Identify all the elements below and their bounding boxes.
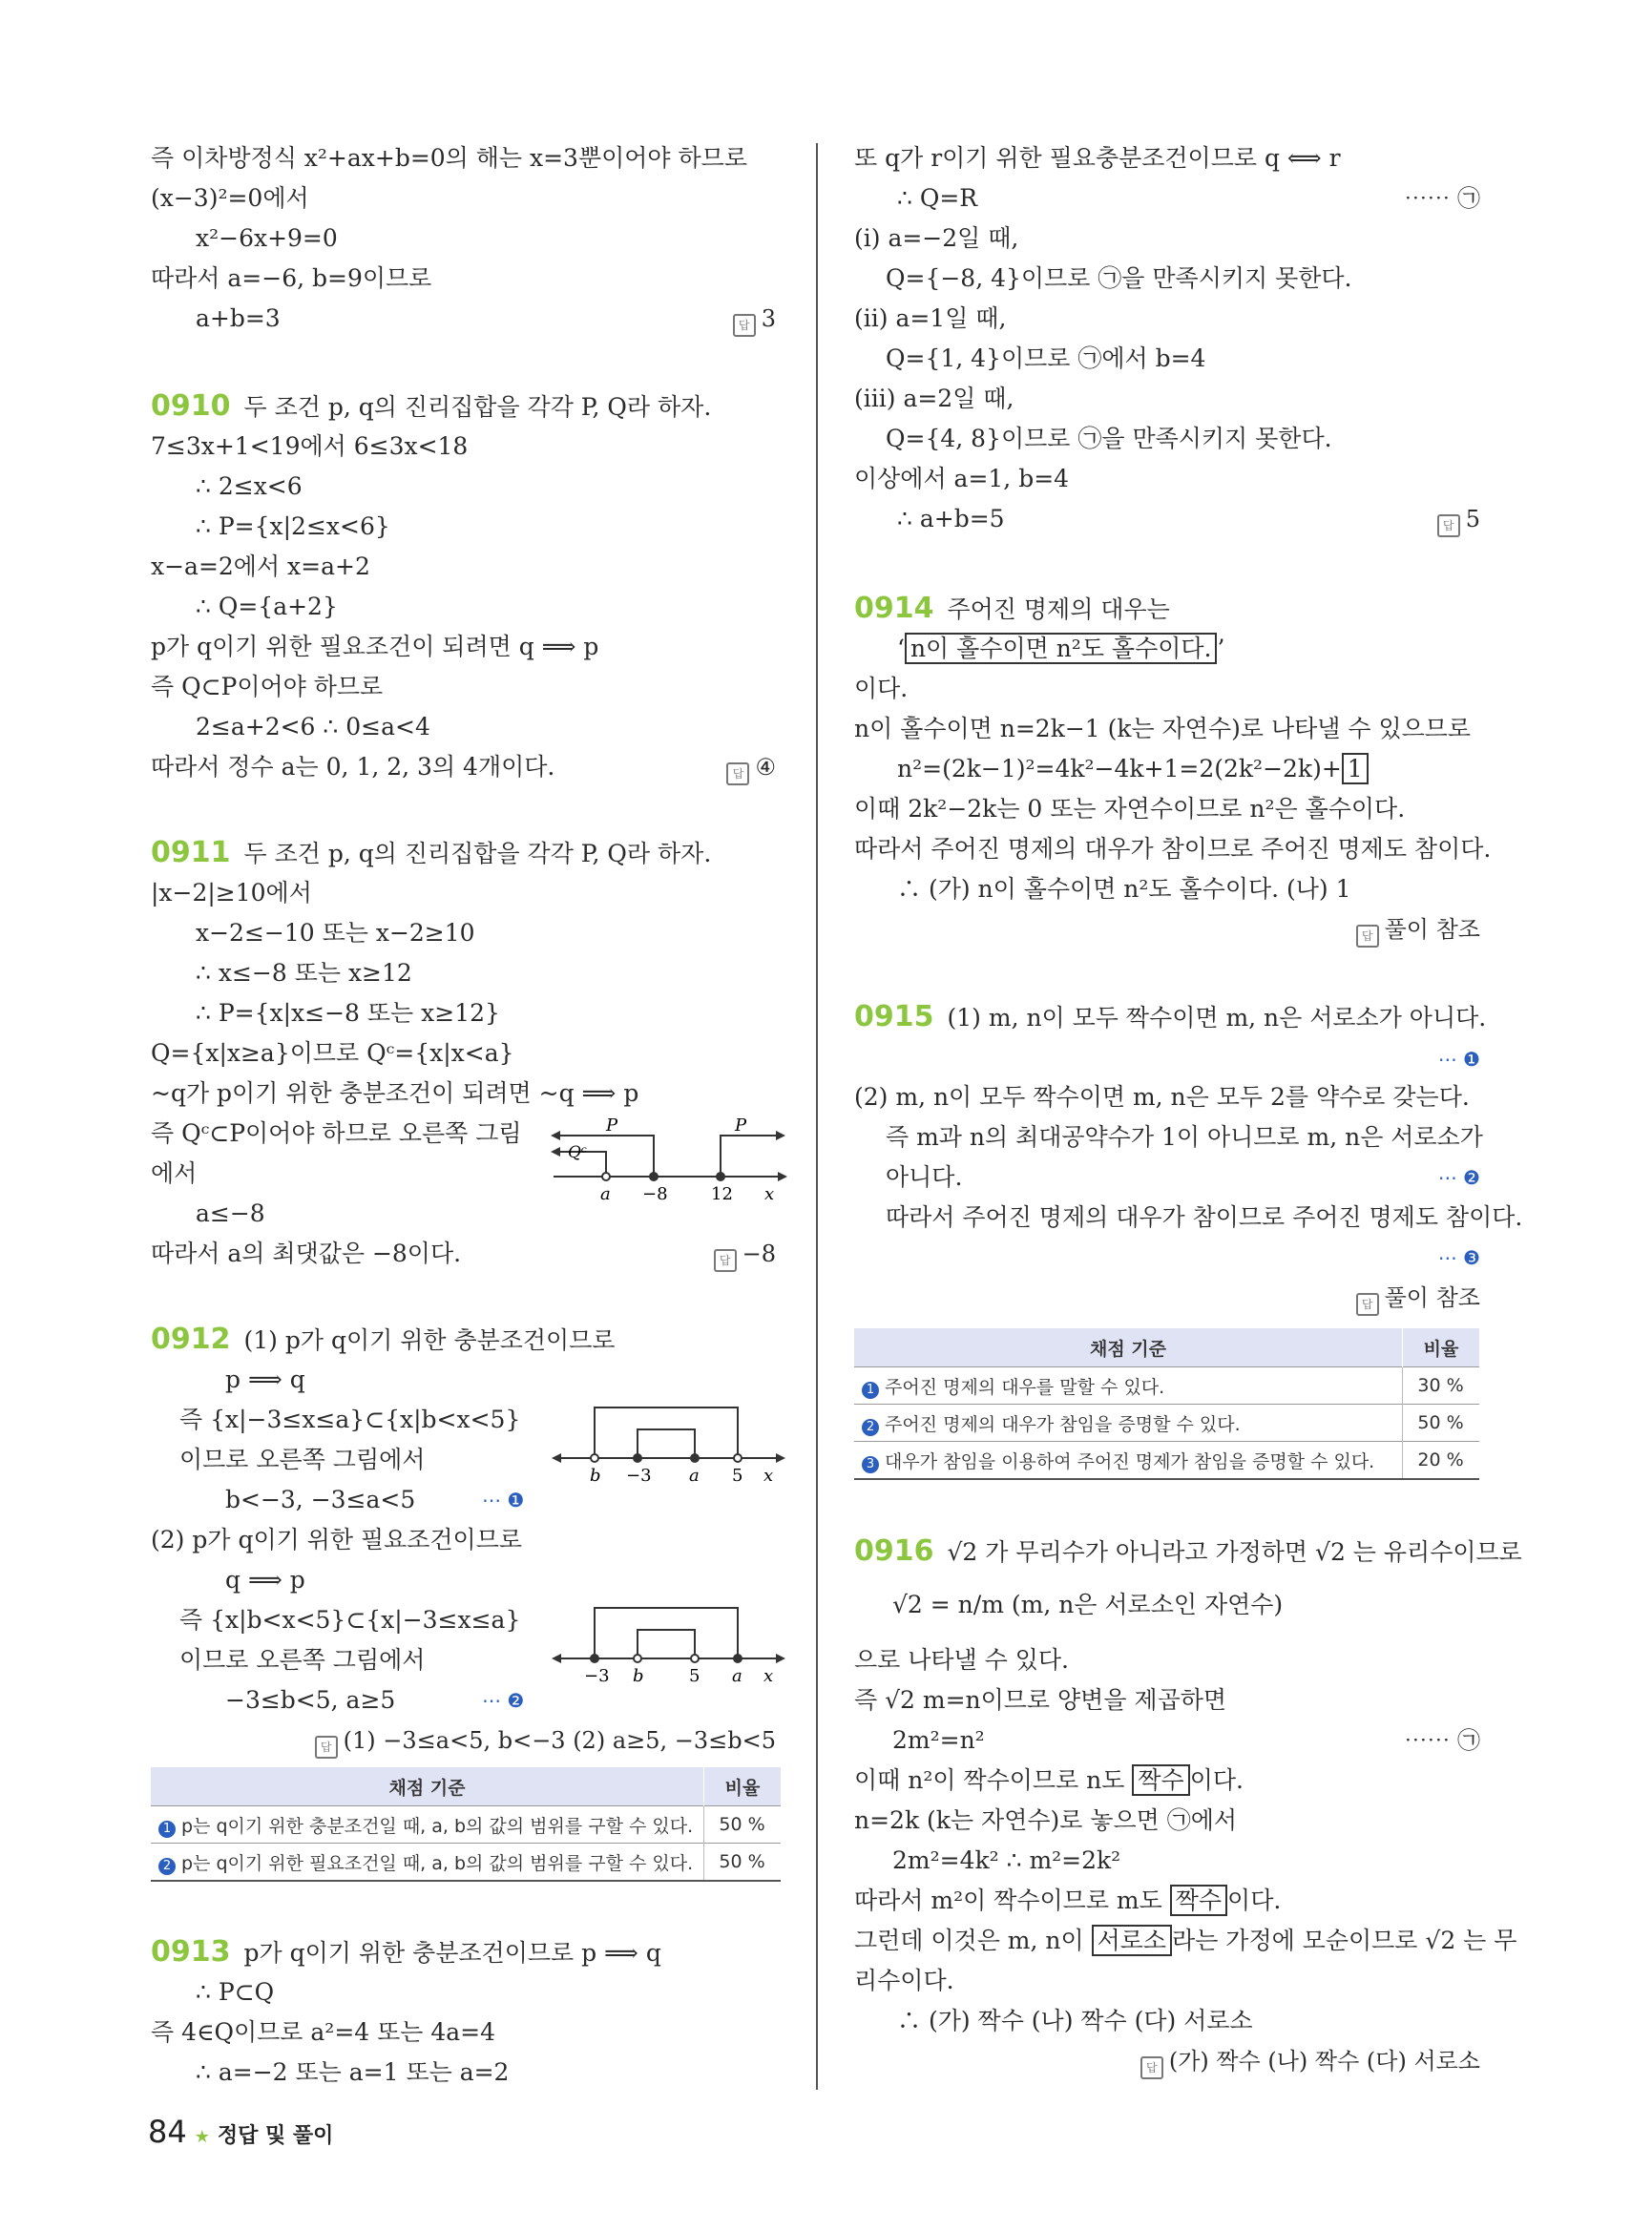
diagram-label: −8: [642, 1184, 668, 1204]
text-line: (ⅱ) a=1일 때,: [854, 304, 1007, 332]
equation-tag: ⋯⋯ ㉠: [1404, 1727, 1480, 1754]
text-line: 즉 √2 m=n이므로 양변을 제곱하면: [854, 1686, 1227, 1714]
text-line: 이므로 오른쪽 그림에서: [179, 1446, 426, 1473]
text-line: ∴ (가) n이 홀수이면 n²도 홀수이다. (나) 1: [897, 875, 1351, 903]
diagram-label: P: [735, 1116, 747, 1136]
answer-icon: 답: [315, 1736, 338, 1759]
number-line-diagram-0912-2: [552, 1598, 785, 1689]
text-line: √2 = n/m (m, n은 서로소인 자연수): [892, 1591, 1284, 1618]
text-line: 또 q가 r이기 위한 필요충분조건이므로 q ⟺ r: [854, 144, 1341, 172]
text-line: ∴ Q={a+2}: [196, 593, 338, 620]
table-header: 비율: [1403, 1328, 1480, 1367]
footer-title: 정답 및 풀이: [217, 2124, 334, 2148]
answer-icon: 답: [733, 314, 756, 337]
problem-0910: 0910 두 조건 p, q의 진리집합을 각각 P, Q라 하자.: [151, 389, 712, 423]
answer-mark: 답 5: [1437, 504, 1480, 537]
boxed-answer: 서로소: [1092, 1925, 1172, 1956]
text-line: ∴ a=−2 또는 a=1 또는 a=2: [196, 2058, 510, 2086]
table-header: 비율: [704, 1767, 782, 1806]
problem-number: 0912: [151, 1323, 231, 1356]
diagram-label: 5: [732, 1466, 743, 1486]
problem-number: 0916: [854, 1534, 934, 1568]
diagram-label: 5: [689, 1666, 701, 1686]
boxed-answer: 짝수: [1132, 1764, 1189, 1796]
text-line: x−a=2에서 x=a+2: [151, 553, 370, 580]
problem-0912: 0912 (1) p가 q이기 위한 충분조건이므로: [151, 1323, 616, 1356]
step-number-icon: 1: [158, 1821, 176, 1838]
step-number-icon: 2: [158, 1858, 176, 1875]
page-number: 84: [148, 2114, 187, 2150]
boxed-answer: n이 홀수이면 n²도 홀수이다.: [905, 633, 1218, 664]
step-tag: ⋯ ❶: [482, 1489, 525, 1512]
text-line: ∴ x≤−8 또는 x≥12: [196, 959, 412, 987]
text-line: 즉 Q⊂P이어야 하므로: [151, 673, 384, 700]
table-row: 2 p는 q이기 위한 필요조건일 때, a, b의 값의 범위를 구할 수 있다. 50 %: [151, 1844, 781, 1882]
scoring-table-0912: [151, 1767, 781, 1882]
step-tag: ⋯ ❷: [482, 1689, 525, 1712]
problem-number: 0913: [151, 1935, 231, 1969]
text-line: 즉 Qᶜ⊂P이어야 하므로 오른쪽 그림: [151, 1119, 522, 1147]
step-tag: ⋯ ❶: [1437, 1048, 1480, 1071]
text-line: (2) p가 q이기 위한 필요조건이므로: [151, 1526, 523, 1553]
text-line: (2) m, n이 모두 짝수이면 m, n은 모두 2를 약수로 갖는다.: [854, 1083, 1470, 1111]
text-line: x−2≤−10 또는 x−2≥10: [196, 919, 475, 947]
answer-mark: 답 (가) 짝수 (나) 짝수 (다) 서로소: [1140, 2046, 1480, 2079]
table-row: 1 p는 q이기 위한 충분조건일 때, a, b의 값의 범위를 구할 수 있다. 50 %: [151, 1806, 781, 1844]
text-line: 에서: [151, 1159, 198, 1187]
text-line: n이 홀수이면 n=2k−1 (k는 자연수)로 나타낼 수 있으므로: [854, 715, 1472, 742]
diagram-label: −3: [626, 1466, 652, 1486]
text-line: p ⟹ q: [225, 1366, 305, 1393]
text-line: p가 q이기 위한 필요조건이 되려면 q ⟹ p: [151, 633, 599, 660]
text-line: 으로 나타낼 수 있다.: [854, 1646, 1069, 1674]
text-line: n=2k (k는 자연수)로 놓으면 ㉠에서: [854, 1806, 1238, 1834]
diagram-label: a: [600, 1184, 611, 1204]
boxed-answer: 1: [1342, 753, 1369, 784]
diagram-label: x: [764, 1184, 775, 1204]
text-line: ∴ (가) 짝수 (나) 짝수 (다) 서로소: [897, 2007, 1253, 2034]
text-line: 따라서 m²이 짝수이므로 m도 짝수 이다.: [854, 1887, 1282, 1914]
text-line: 이상에서 a=1, b=4: [854, 465, 1070, 492]
step-tag: ⋯ ❸: [1437, 1246, 1480, 1269]
text-line: 즉 {x|−3≤x≤a}⊂{x|b<x<5}: [179, 1406, 521, 1433]
step-number-icon: 2: [862, 1419, 879, 1436]
answer-icon: 답: [1356, 1293, 1379, 1316]
text-line: a≤−8: [196, 1199, 265, 1227]
boxed-answer: 짝수: [1170, 1885, 1227, 1916]
text-line: (ⅲ) a=2일 때,: [854, 385, 1014, 412]
diagram-label: P: [606, 1116, 618, 1136]
table-header: 채점 기준: [854, 1328, 1403, 1367]
text-line: Q={x|x≥a}이므로 Qᶜ={x|x<a}: [151, 1039, 514, 1067]
diagram-label: a: [689, 1466, 700, 1486]
answer-icon: 답: [1437, 514, 1460, 537]
table-row: 2 주어진 명제의 대우가 참임을 증명할 수 있다. 50 %: [854, 1405, 1479, 1442]
text-line: ∴ Q=R: [897, 184, 978, 212]
text-line: 따라서 주어진 명제의 대우가 참이므로 주어진 명제도 참이다.: [854, 835, 1492, 863]
text-line: 따라서 주어진 명제의 대우가 참이므로 주어진 명제도 참이다.: [886, 1203, 1523, 1231]
text-line: ∴ P={x|x≤−8 또는 x≥12}: [196, 999, 500, 1027]
problem-0911: 0911 두 조건 p, q의 진리집합을 각각 P, Q라 하자.: [151, 836, 712, 869]
text-line: 리수이다.: [854, 1967, 954, 1994]
table-header: 채점 기준: [151, 1767, 704, 1806]
diagram-label: −3: [584, 1666, 610, 1686]
text-line: 즉 {x|b<x<5}⊂{x|−3≤x≤a}: [179, 1606, 521, 1634]
text-line: 아니다.: [886, 1163, 963, 1191]
diagram-label: 12: [711, 1184, 733, 1204]
text-line: 즉 이차방정식 x²+ax+b=0의 해는 x=3뿐이어야 하므로: [151, 144, 747, 172]
problem-number: 0915: [854, 1000, 934, 1033]
text-line: b<−3, −3≤a<5: [225, 1486, 416, 1513]
problem-number: 0910: [151, 389, 231, 423]
table-row: 3 대우가 참임을 이용하여 주어진 명제가 참임을 증명할 수 있다. 20 %: [854, 1442, 1479, 1480]
text-line: ∴ P⊂Q: [196, 1978, 275, 2006]
problem-number: 0914: [854, 592, 934, 625]
text-line: x²−6x+9=0: [196, 224, 338, 252]
scoring-table-0915: [854, 1328, 1479, 1480]
answer-icon: 답: [1140, 2056, 1163, 2079]
answer-mark: 답 ④: [726, 752, 776, 785]
text-line: 즉 4∈Q이므로 a²=4 또는 4a=4: [151, 2018, 496, 2046]
page-footer: [148, 2114, 333, 2150]
text-line: 그런데 이것은 m, n이 서로소 라는 가정에 모순이므로 √2 는 무: [854, 1927, 1517, 1954]
answer-mark: 답 3: [733, 303, 776, 337]
column-divider: [816, 143, 818, 2090]
problem-0916: 0916 √2 가 무리수가 아니라고 가정하면 √2 는 유리수이므로: [854, 1534, 1522, 1568]
problem-0913: 0913 p가 q이기 위한 충분조건이므로 p ⟹ q: [151, 1935, 661, 1969]
answer-icon: 답: [714, 1249, 737, 1272]
diagram-label: x: [763, 1466, 774, 1486]
text-line: 이때 2k²−2k는 0 또는 자연수이므로 n²은 홀수이다.: [854, 795, 1406, 823]
text-line: 즉 m과 n의 최대공약수가 1이 아니므로 m, n은 서로소가: [886, 1123, 1483, 1151]
text-line: q ⟹ p: [225, 1566, 305, 1594]
diagram-label: Qᶜ: [568, 1143, 587, 1162]
step-number-icon: 3: [862, 1456, 879, 1473]
text-line: (ⅰ) a=−2일 때,: [854, 224, 1019, 252]
table-row: 1 주어진 명제의 대우를 말할 수 있다. 30 %: [854, 1367, 1479, 1405]
text-line: ∴ P={x|2≤x<6}: [196, 512, 390, 540]
answer-mark: 답 풀이 참조: [1356, 1282, 1480, 1316]
text-line: 이때 n²이 짝수이므로 n도 짝수 이다.: [854, 1766, 1244, 1794]
step-number-icon: 1: [862, 1382, 879, 1399]
text-line: 이다.: [854, 675, 909, 702]
number-line-diagram-0911: [549, 1112, 787, 1207]
diagram-label: b: [633, 1666, 644, 1686]
text-line: (x−3)²=0에서: [151, 184, 309, 212]
answer-mark: 답 −8: [714, 1239, 776, 1272]
text-line: 이므로 오른쪽 그림에서: [179, 1646, 426, 1674]
equation-tag: ⋯⋯ ㉠: [1404, 185, 1480, 212]
problem-0915: 0915 (1) m, n이 모두 짝수이면 m, n은 서로소가 아니다.: [854, 1000, 1487, 1033]
problem-number: 0911: [151, 836, 231, 869]
number-line-diagram-0912-1: [552, 1398, 785, 1489]
text-line: 따라서 a의 최댓값은 −8이다.: [151, 1240, 462, 1267]
diagram-label: a: [732, 1666, 742, 1686]
text-line: Q={1, 4}이므로 ㉠에서 b=4: [886, 344, 1206, 372]
star-icon: ★: [194, 2127, 210, 2147]
text-line: ∴ 2≤x<6: [196, 472, 303, 500]
text-line: ‘ n이 홀수이면 n²도 홀수이다. ’: [897, 635, 1225, 662]
text-line: 따라서 정수 a는 0, 1, 2, 3의 4개이다.: [151, 753, 555, 781]
step-tag: ⋯ ❷: [1437, 1166, 1480, 1189]
answer-icon: 답: [726, 762, 749, 785]
text-line: Q={−8, 4}이므로 ㉠을 만족시키지 못한다.: [886, 264, 1352, 292]
text-line: |x−2|≥10에서: [151, 879, 312, 907]
problem-0914: 0914 주어진 명제의 대우는: [854, 592, 1170, 625]
text-line: 2m²=4k² ∴ m²=2k²: [892, 1846, 1121, 1874]
diagram-label: x: [763, 1666, 774, 1686]
diagram-label: b: [590, 1466, 601, 1486]
answer-icon: 답: [1356, 925, 1379, 948]
text-line: Q={4, 8}이므로 ㉠을 만족시키지 못한다.: [886, 425, 1332, 452]
text-line: 7≤3x+1<19에서 6≤3x<18: [151, 432, 469, 460]
text-line: ∴ a+b=5: [897, 505, 1005, 532]
answer-mark: 답 풀이 참조: [1356, 914, 1480, 948]
text-line: 2≤a+2<6 ∴ 0≤a<4: [196, 713, 430, 740]
text-line: 2m²=n²: [892, 1726, 985, 1754]
text-line: ~q가 p이기 위한 충분조건이 되려면 ~q ⟹ p: [151, 1079, 639, 1107]
text-line: a+b=3: [196, 304, 281, 332]
text-line: n²=(2k−1)²=4k²−4k+1=2(2k²−2k)+ 1: [897, 754, 1369, 784]
answer-mark: 답 (1) −3≤a<5, b<−3 (2) a≥5, −3≤b<5: [315, 1725, 776, 1759]
text-line: −3≤b<5, a≥5: [225, 1686, 396, 1714]
text-line: 따라서 a=−6, b=9이므로: [151, 264, 432, 292]
